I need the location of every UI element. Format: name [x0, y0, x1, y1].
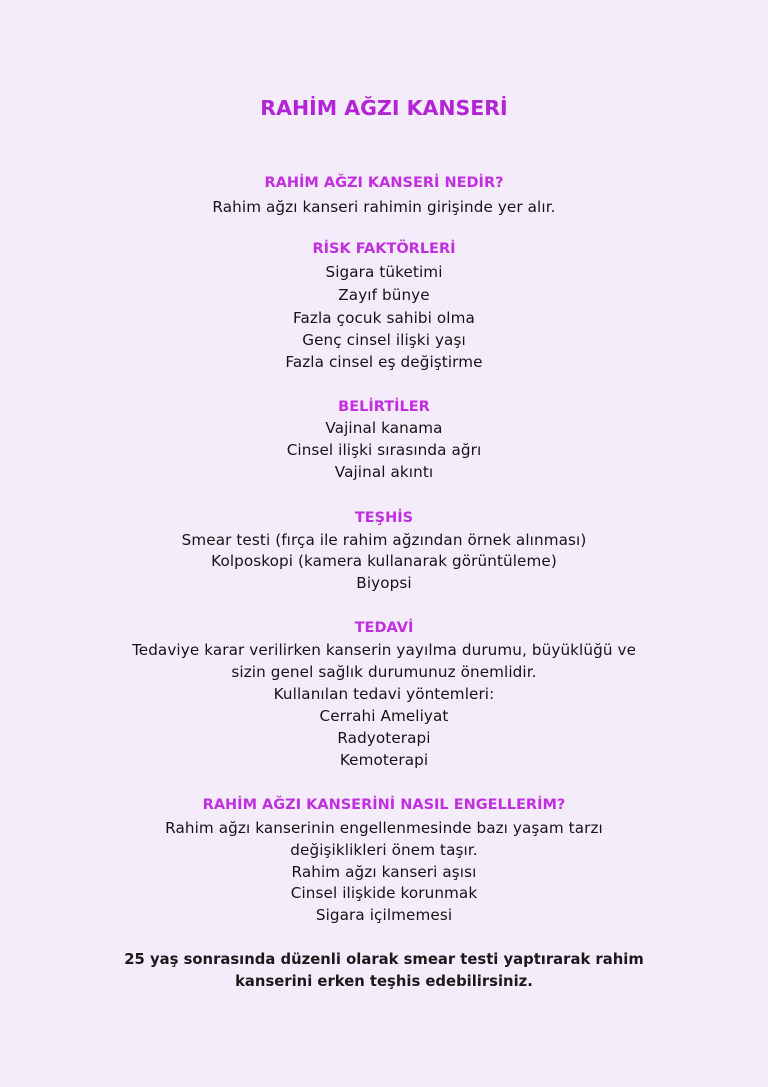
treatment-text: sizin genel sağlık durumunuz önemlidir.: [231, 663, 537, 681]
diagnosis-item: Biyopsi: [356, 574, 412, 592]
risk-factor-item: Sigara tüketimi: [325, 263, 443, 281]
risk-factor-item: Fazla çocuk sahibi olma: [293, 309, 475, 327]
treatment-text: Tedaviye karar verilirken kanserin yayılma durumu, büyüklüğü ve: [131, 641, 637, 659]
section-heading-prevention: RAHİM AĞZI KANSERİNİ NASIL ENGELLERİM?: [202, 797, 566, 813]
section-heading-treatment: TEDAVİ: [354, 620, 414, 636]
risk-factor-item: Genç cinsel ilişki yaşı: [302, 331, 466, 349]
risk-factor-item: Zayıf bünye: [338, 286, 430, 304]
section-heading-symptoms: BELİRTİLER: [338, 399, 430, 415]
symptom-item: Vajinal akıntı: [334, 463, 434, 481]
treatment-method-item: Kemoterapi: [339, 751, 429, 769]
definition-text: Rahim ağzı kanseri rahimin girişinde yer alır.: [212, 198, 556, 216]
section-heading-definition: RAHİM AĞZI KANSERİ NEDİR?: [264, 175, 504, 191]
treatment-text: Kullanılan tedavi yöntemleri:: [273, 685, 495, 703]
prevention-text: Rahim ağzı kanserinin engellenmesinde bazı yaşam tarzı: [165, 819, 603, 837]
prevention-item: Cinsel ilişkide korunmak: [290, 884, 478, 902]
prevention-item: Rahim ağzı kanseri aşısı: [291, 863, 477, 881]
section-heading-diagnosis: TEŞHİS: [354, 510, 414, 526]
prevention-item: Sigara içilmemesi: [315, 906, 453, 924]
section-heading-risk-factors: RİSK FAKTÖRLERİ: [312, 241, 456, 257]
closing-note: 25 yaş sonrasında düzenli olarak smear testi yaptırarak rahim: [124, 951, 644, 968]
treatment-method-item: Radyoterapi: [337, 729, 431, 747]
page-title: RAHİM AĞZI KANSERİ: [260, 96, 508, 120]
risk-factor-item: Fazla cinsel eş değiştirme: [285, 353, 483, 371]
symptom-item: Vajinal kanama: [325, 419, 443, 437]
closing-note: kanserini erken teşhis edebilirsiniz.: [235, 973, 533, 990]
diagnosis-item: Kolposkopi (kamera kullanarak görüntüleme): [211, 552, 557, 570]
diagnosis-item: Smear testi (fırça ile rahim ağzından örnek alınması): [181, 531, 587, 549]
symptom-item: Cinsel ilişki sırasında ağrı: [286, 441, 482, 459]
prevention-text: değişiklikleri önem taşır.: [290, 841, 478, 859]
treatment-method-item: Cerrahi Ameliyat: [319, 707, 449, 725]
